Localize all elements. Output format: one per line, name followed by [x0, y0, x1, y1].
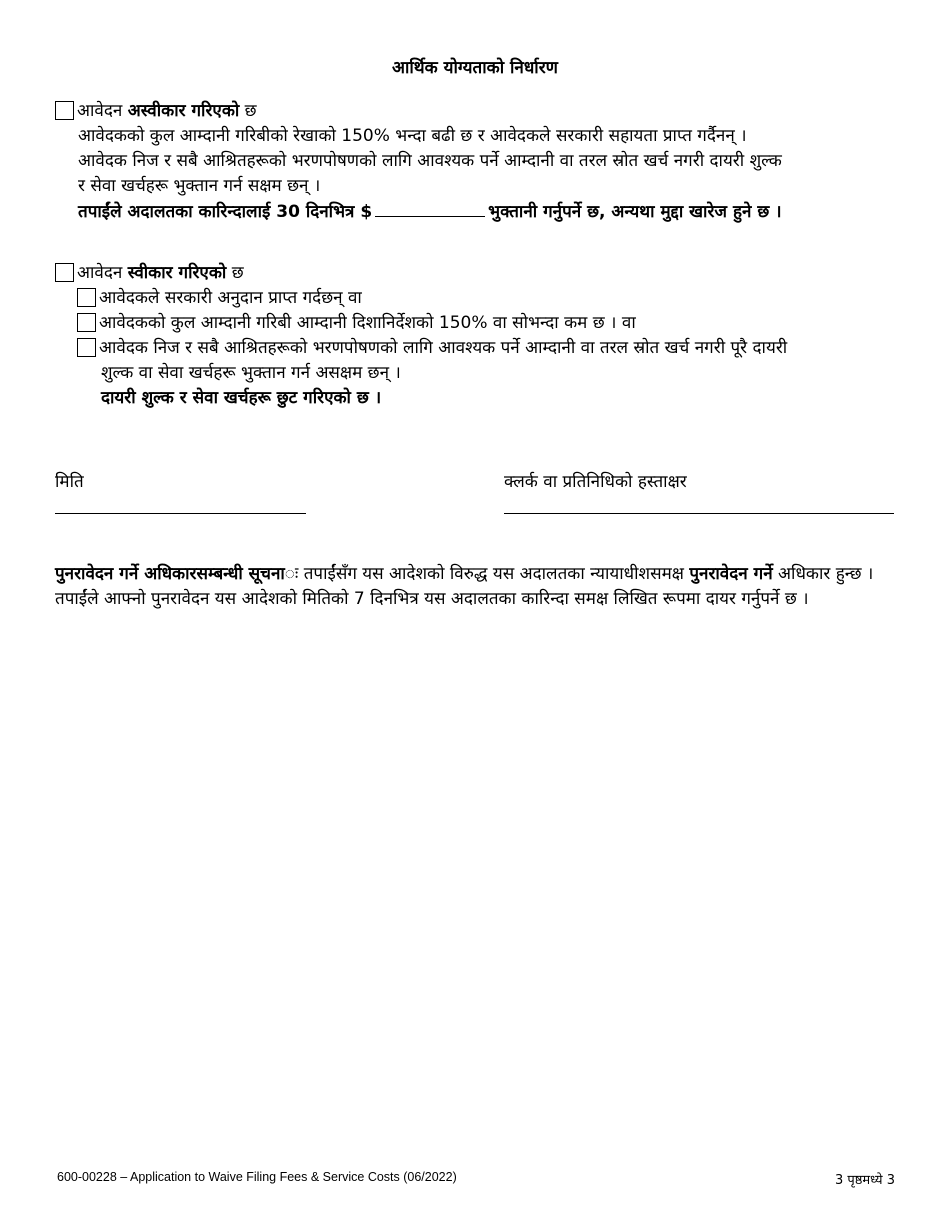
granted-checkbox[interactable]	[55, 263, 74, 282]
denied-reason-line-1: आवेदकको कुल आम्दानी गरिबीको रेखाको 150% भन्दा बढी छ र आवेदकले सरकारी सहायता प्राप्त गर्दैनन् ।	[78, 126, 747, 146]
income-guideline-label: आवेदकको कुल आम्दानी गरिबी आम्दानी दिशानिर्देशको 150% वा सोभन्दा कम छ । वा	[99, 313, 636, 333]
clerk-signature-line[interactable]	[504, 513, 894, 514]
government-assistance-label: आवेदकले सरकारी अनुदान प्राप्त गर्दछन् वा	[99, 288, 362, 308]
income-guideline-checkbox[interactable]	[77, 313, 96, 332]
denied-label: आवेदन अस्वीकार गरिएको छ	[77, 101, 257, 121]
appeal-heading: पुनरावेदन गर्ने अधिकारसम्बन्धी सूचना	[55, 564, 285, 584]
appeal-notice: पुनरावेदन गर्ने अधिकारसम्बन्धी सूचनाः तपाईंसँग यस आदेशको विरुद्ध यस अदालतका न्यायाधीशसमक्ष पुनरावेदन गर्ने अधिकार हुन्छ । तपाईंले आफ्नो पुनरावेदन यस आदेशको मितिको 7 दिनभित्र यस अदालतका कारिन्दा समक्ष लिखित रूपमा दायर गर्नुपर्ने छ ।	[55, 564, 874, 609]
denied-checkbox[interactable]	[55, 101, 74, 120]
denied-reason-line-3: र सेवा खर्चहरू भुक्तान गर्न सक्षम छन् ।	[78, 176, 321, 196]
amount-blank[interactable]	[375, 199, 485, 217]
granted-section	[55, 261, 905, 411]
page-title: आर्थिक योग्यताको निर्धारण	[392, 58, 558, 78]
denied-reason-line-2: आवेदक निज र सबै आश्रितहरूको भरणपोषणको लागि आवश्यक पर्ने आम्दानी वा तरल स्रोत खर्च नगरी दायरी शुल्क	[78, 151, 782, 171]
clerk-signature-label: क्लर्क वा प्रतिनिधिको हस्ताक्षर	[504, 472, 687, 492]
denied-section	[55, 99, 905, 224]
unable-to-pay-label: आवेदक निज र सबै आश्रितहरूको भरणपोषणको लागि आवश्यक पर्ने आम्दानी वा तरल स्रोत खर्च नगरी पूरै दायरी	[99, 338, 788, 358]
unable-to-pay-label-cont: शुल्क वा सेवा खर्चहरू भुक्तान गर्न असक्षम छन् ।	[101, 363, 401, 383]
granted-label: आवेदन स्वीकार गरिएको छ	[77, 263, 244, 283]
page-number: 3 पृष्ठमध्ये 3	[834, 1173, 895, 1188]
unable-to-pay-checkbox[interactable]	[77, 338, 96, 357]
form-id: 600-00228 – Application to Waive Filing Fees & Service Costs (06/2022)	[57, 1170, 457, 1184]
fees-waived-notice: दायरी शुल्क र सेवा खर्चहरू छुट गरिएको छ ।	[101, 388, 382, 408]
date-label: मिति	[55, 472, 84, 492]
payment-notice: तपाईंले अदालतका कारिन्दालाई 30 दिनभित्र $ भुक्तानी गर्नुपर्ने छ, अन्यथा मुद्दा खारेज हुने छ ।	[55, 199, 905, 224]
date-signature-line[interactable]	[55, 513, 306, 514]
government-assistance-checkbox[interactable]	[77, 288, 96, 307]
